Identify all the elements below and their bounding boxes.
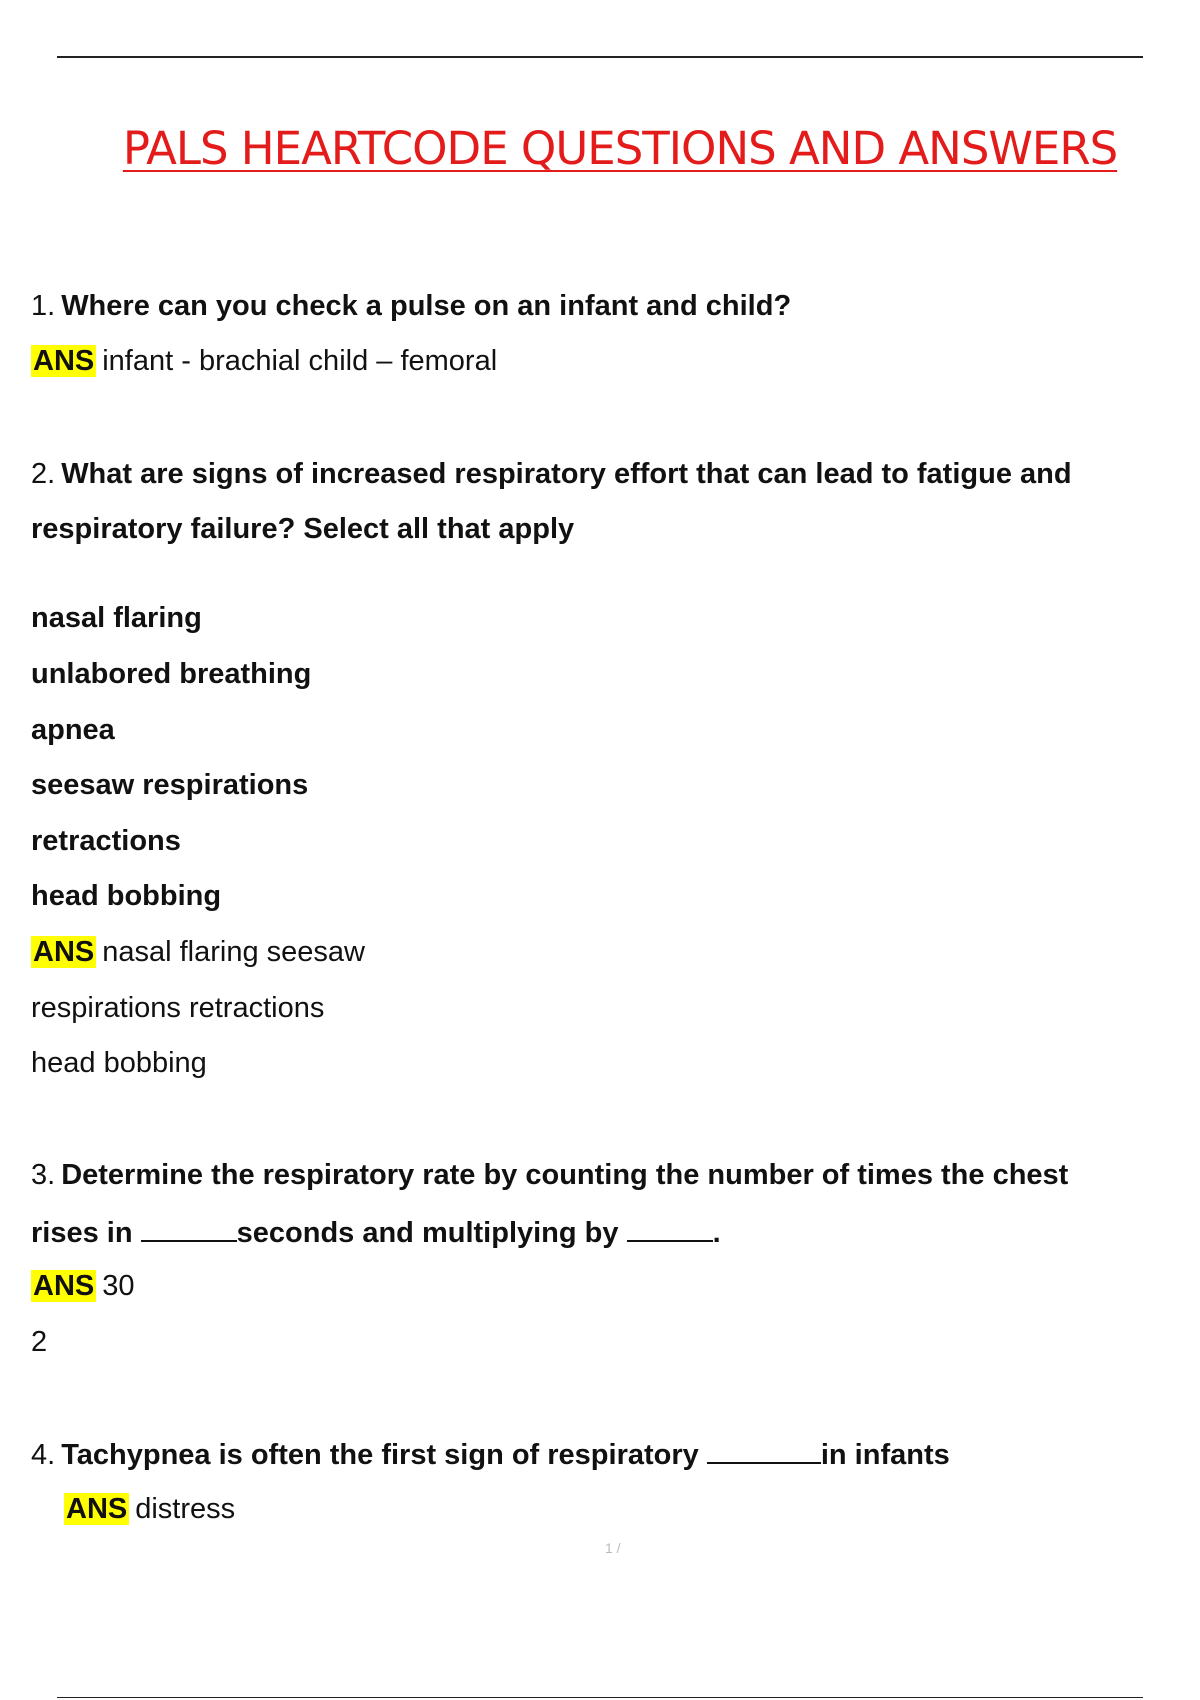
fill-in-blank xyxy=(707,1434,821,1464)
answer-2-line-2: respirations retractions xyxy=(31,992,325,1024)
question-text: seconds and multiplying by xyxy=(236,1217,627,1249)
option-nasal-flaring: nasal flaring xyxy=(31,602,202,634)
answer-2 xyxy=(31,933,365,971)
answer-label: ANS xyxy=(33,1270,95,1302)
answer-text: infant - brachial child – femoral xyxy=(102,345,498,377)
option-retractions: retractions xyxy=(31,825,181,857)
question-3-line-2 xyxy=(31,1212,721,1252)
answer-2-line-3: head bobbing xyxy=(31,1047,207,1079)
question-3 xyxy=(31,1156,1068,1194)
option-apnea: apnea xyxy=(31,714,115,746)
question-text: Determine the respiratory rate by counting the number of times the chest xyxy=(61,1159,1069,1191)
question-text: Tachypnea is often the first sign of respiratory xyxy=(61,1439,707,1471)
page-number: 1 / xyxy=(605,1540,621,1556)
answer-label: ANS xyxy=(66,1493,128,1525)
option-unlabored-breathing: unlabored breathing xyxy=(31,658,312,690)
answer-4 xyxy=(64,1490,235,1528)
answer-text: 30 xyxy=(102,1270,135,1302)
bottom-rule xyxy=(57,1697,1143,1698)
answer-label: ANS xyxy=(33,345,95,377)
answer-1 xyxy=(31,342,497,380)
answer-3 xyxy=(31,1267,135,1305)
fill-in-blank xyxy=(141,1212,237,1242)
question-text: Where can you check a pulse on an infant and child? xyxy=(61,290,792,322)
fill-in-blank xyxy=(627,1212,713,1242)
question-2 xyxy=(31,455,1072,493)
question-text: What are signs of increased respiratory effort that can lead to fatigue and xyxy=(61,458,1072,490)
question-text: in infants xyxy=(820,1439,950,1471)
answer-text: nasal flaring seesaw xyxy=(102,936,365,968)
question-number: 2. xyxy=(31,458,56,490)
question-2-line-2: respiratory failure? Select all that apply xyxy=(31,513,575,545)
answer-text: distress xyxy=(135,1493,236,1525)
question-1 xyxy=(31,287,791,325)
question-number: 1. xyxy=(31,290,56,322)
answer-3-line-2: 2 xyxy=(31,1326,48,1358)
page-title: PALS HEARTCODE QUESTIONS AND ANSWERS xyxy=(122,122,1118,175)
question-4 xyxy=(31,1434,950,1474)
top-rule xyxy=(57,56,1143,58)
option-head-bobbing: head bobbing xyxy=(31,880,222,912)
option-seesaw-respirations: seesaw respirations xyxy=(31,769,309,801)
question-number: 3. xyxy=(31,1159,56,1191)
answer-label: ANS xyxy=(33,936,95,968)
question-number: 4. xyxy=(31,1439,56,1471)
question-text: rises in xyxy=(31,1217,141,1249)
question-text: . xyxy=(712,1217,721,1249)
